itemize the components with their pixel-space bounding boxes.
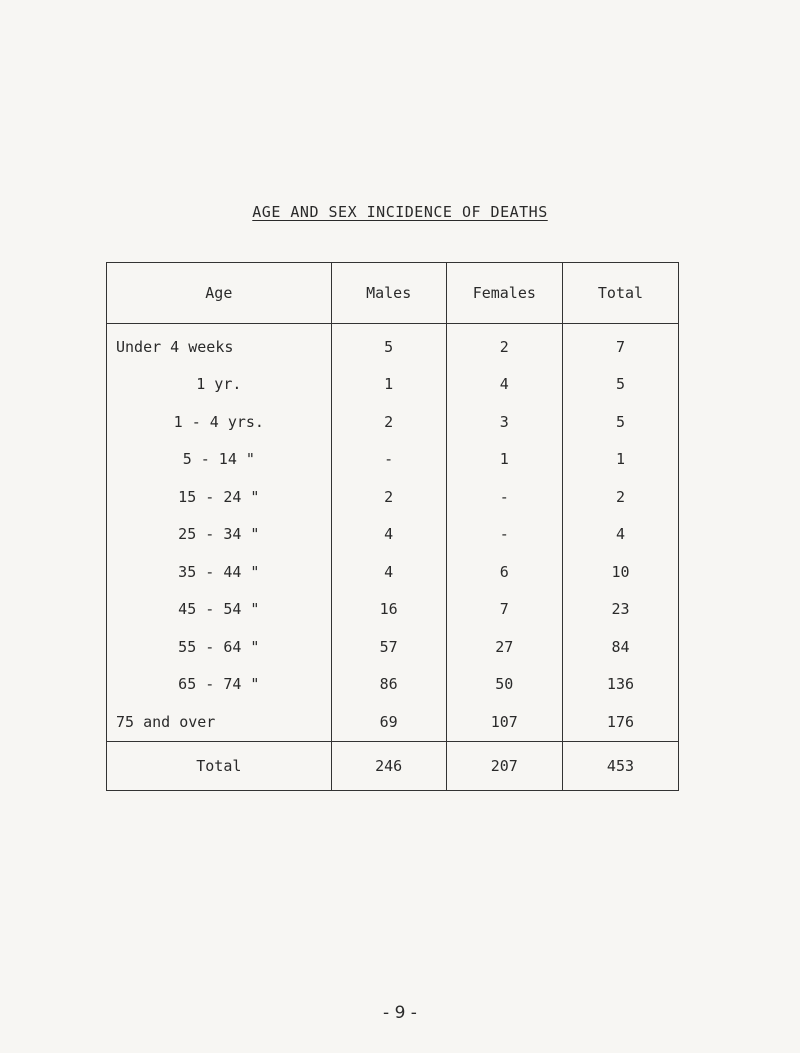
males-cell: 2 xyxy=(331,478,446,516)
header-row xyxy=(107,263,679,324)
females-cell: 107 xyxy=(446,703,562,741)
age-cell: 45 - 54 " xyxy=(107,591,332,629)
total-cell: 5 xyxy=(562,403,678,441)
total-cell: 7 xyxy=(562,324,678,366)
females-cell: 2 xyxy=(446,324,562,366)
totals-row xyxy=(107,741,679,790)
table-row xyxy=(107,553,679,591)
totals-total: 453 xyxy=(562,741,678,790)
total-cell: 23 xyxy=(562,591,678,629)
table-row xyxy=(107,516,679,554)
totals-females: 207 xyxy=(446,741,562,790)
deaths-table xyxy=(106,262,679,791)
age-cell: 1 yr. xyxy=(107,366,332,404)
age-cell: Under 4 weeks xyxy=(107,324,332,366)
females-cell: 3 xyxy=(446,403,562,441)
age-cell: 1 - 4 yrs. xyxy=(107,403,332,441)
table-row xyxy=(107,324,679,366)
females-cell: 7 xyxy=(446,591,562,629)
header-females: Females xyxy=(446,263,562,324)
age-cell: 25 - 34 " xyxy=(107,516,332,554)
table-row xyxy=(107,366,679,404)
table-row xyxy=(107,703,679,741)
females-cell: 4 xyxy=(446,366,562,404)
age-cell: 65 - 74 " xyxy=(107,666,332,704)
header-males: Males xyxy=(331,263,446,324)
total-cell: 10 xyxy=(562,553,678,591)
total-cell: 136 xyxy=(562,666,678,704)
header-age: Age xyxy=(107,263,332,324)
age-cell: 15 - 24 " xyxy=(107,478,332,516)
table-row xyxy=(107,591,679,629)
females-cell: 27 xyxy=(446,628,562,666)
males-cell: 2 xyxy=(331,403,446,441)
males-cell: 16 xyxy=(331,591,446,629)
females-cell: 6 xyxy=(446,553,562,591)
females-cell: 1 xyxy=(446,441,562,479)
table-row xyxy=(107,628,679,666)
total-cell: 1 xyxy=(562,441,678,479)
age-cell: 35 - 44 " xyxy=(107,553,332,591)
males-cell: 86 xyxy=(331,666,446,704)
age-cell: 55 - 64 " xyxy=(107,628,332,666)
males-cell: 4 xyxy=(331,516,446,554)
males-cell: 69 xyxy=(331,703,446,741)
total-cell: 176 xyxy=(562,703,678,741)
table-row xyxy=(107,403,679,441)
total-cell: 84 xyxy=(562,628,678,666)
age-cell: 5 - 14 " xyxy=(107,441,332,479)
males-cell: 4 xyxy=(331,553,446,591)
table-row xyxy=(107,441,679,479)
total-cell: 5 xyxy=(562,366,678,404)
males-cell: - xyxy=(331,441,446,479)
females-cell: - xyxy=(446,478,562,516)
males-cell: 5 xyxy=(331,324,446,366)
totals-males: 246 xyxy=(331,741,446,790)
title-text: AGE AND SEX INCIDENCE OF DEATHS xyxy=(252,203,548,221)
page-title xyxy=(0,203,800,221)
table-row xyxy=(107,666,679,704)
page-number: - 9 - xyxy=(383,1003,417,1023)
total-cell: 4 xyxy=(562,516,678,554)
males-cell: 57 xyxy=(331,628,446,666)
age-cell: 75 and over xyxy=(107,703,332,741)
females-cell: - xyxy=(446,516,562,554)
females-cell: 50 xyxy=(446,666,562,704)
totals-label: Total xyxy=(107,741,332,790)
males-cell: 1 xyxy=(331,366,446,404)
total-cell: 2 xyxy=(562,478,678,516)
header-total: Total xyxy=(562,263,678,324)
table-row xyxy=(107,478,679,516)
